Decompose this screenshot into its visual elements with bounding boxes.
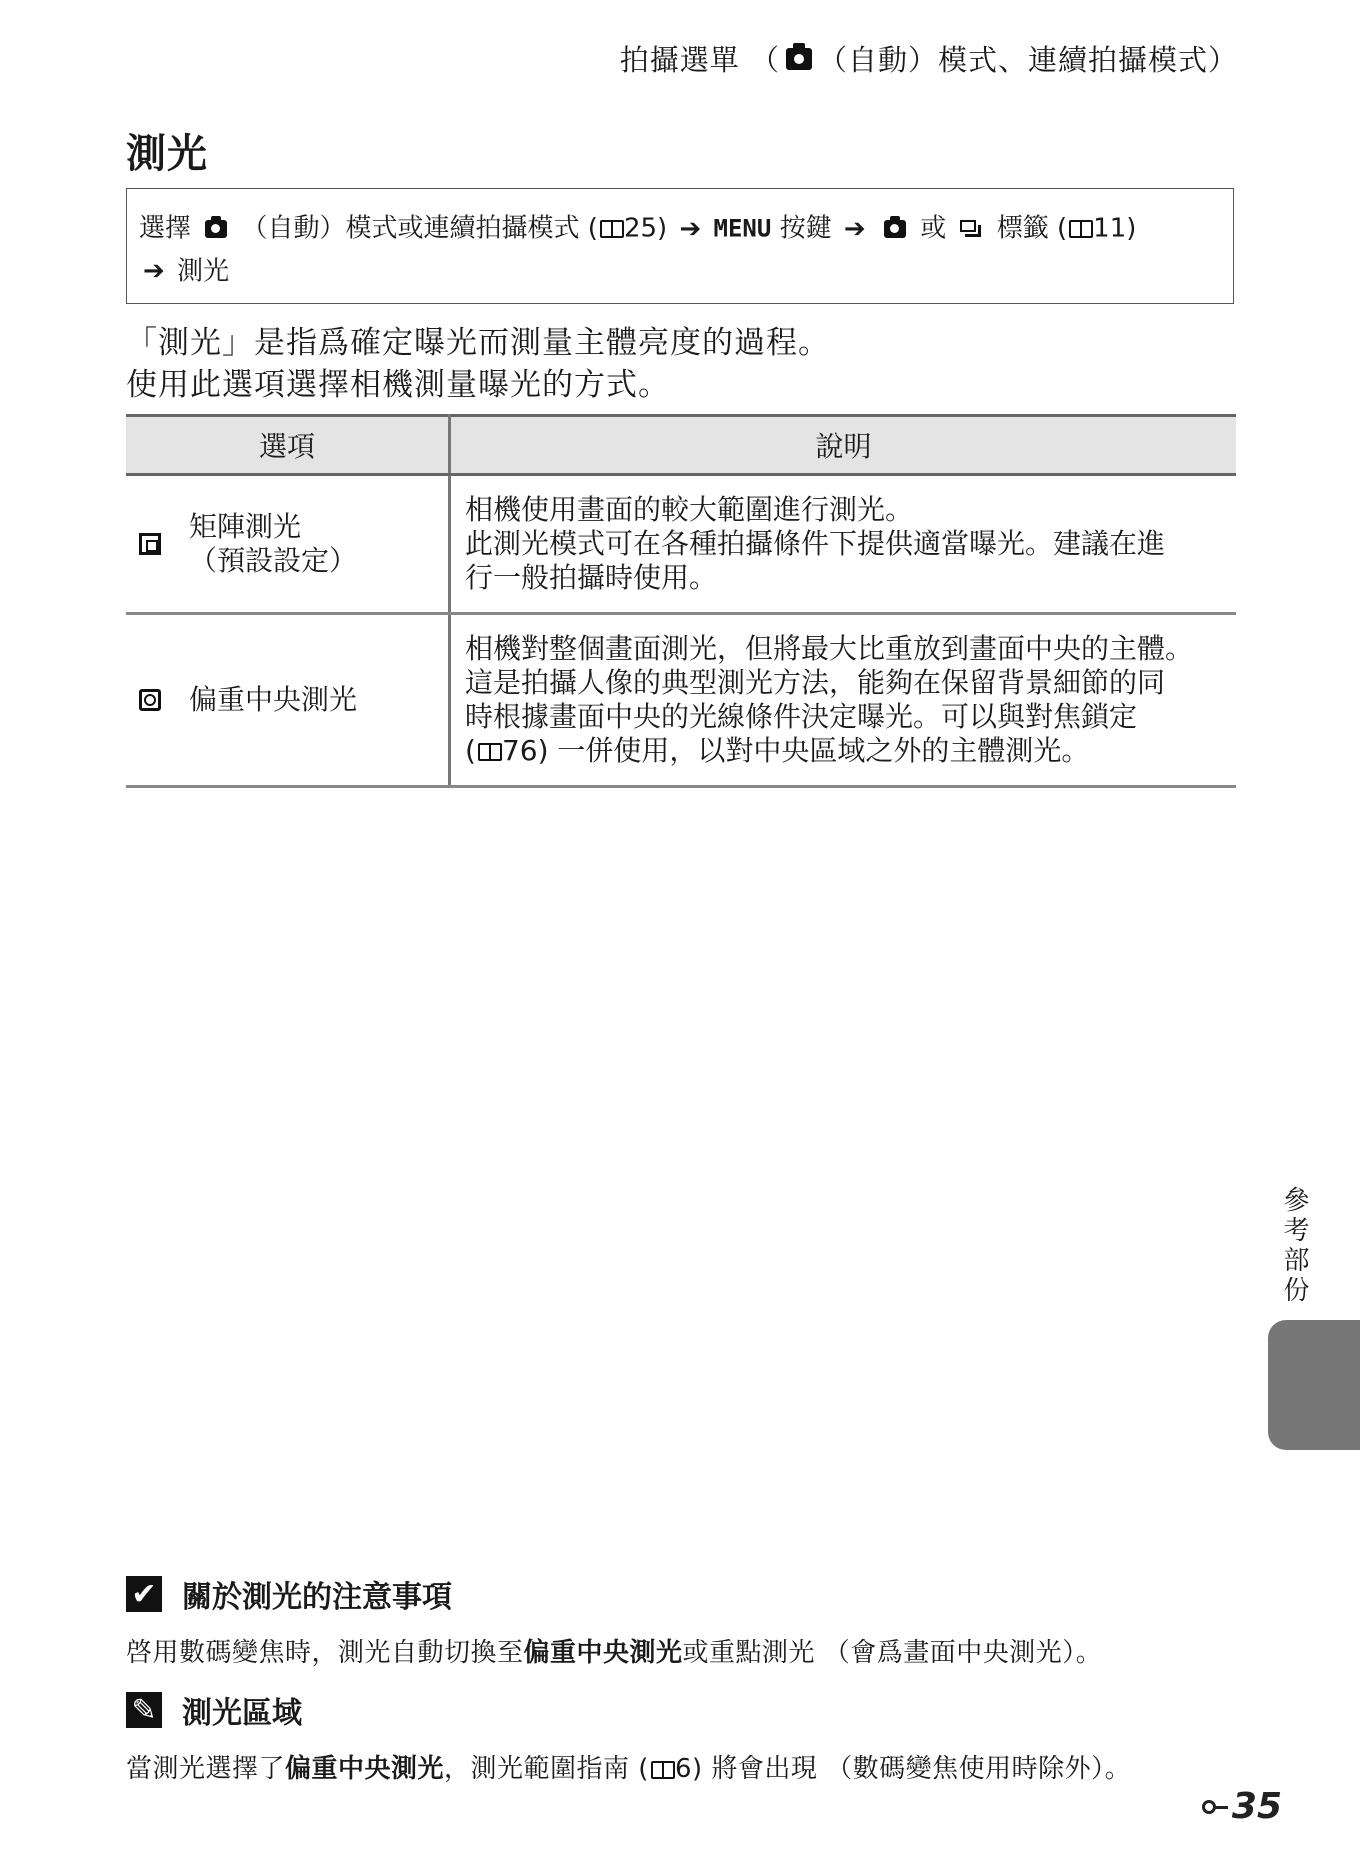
note-title: 關於測光的注意事項: [182, 1580, 452, 1615]
auto-mode-camera-icon: [884, 220, 906, 238]
option-label: 矩陣測光: [189, 510, 302, 543]
note-caution: [126, 1572, 1102, 1669]
menu-path-box: [126, 188, 1234, 304]
page-reference-icon: [478, 743, 502, 761]
page-reference-icon: [651, 1761, 675, 1779]
page-title: 測光: [126, 131, 208, 177]
menu-path-text-3: 按鍵: [779, 213, 832, 244]
intro-paragraph: [126, 322, 830, 406]
menu-button-label: MENU: [713, 214, 772, 243]
option-description: 相機使用畫面的較大範圍進行測光。 此測光模式可在各種拍攝條件下提供適當曝光。建議在進 行一般拍攝時使用。: [450, 475, 1237, 614]
arrow-right-icon: ➔: [843, 213, 866, 244]
note-text: 當測光選擇了偏重中央測光，測光範圍指南 ( 6) 將會出現 （數碼變焦使用時除外）。: [126, 1754, 1132, 1784]
page-reference-icon: [600, 220, 624, 238]
option-sublabel: （預設設定）: [189, 544, 358, 577]
column-header-description: 說明: [450, 416, 1237, 475]
menu-path-text-4: 或: [920, 213, 947, 244]
header-prefix: 拍攝選單 （: [619, 43, 780, 77]
menu-path-text-2: （自動）模式或連續拍攝模式 (: [241, 213, 598, 244]
option-label: 偏重中央測光: [189, 683, 358, 716]
menu-path-text-1: 選擇: [139, 213, 192, 244]
menu-path-text-5: 標籤 (: [996, 213, 1068, 244]
menu-path-final: 測光: [177, 256, 230, 286]
note-text: 啓用數碼變焦時，測光自動切換至偏重中央測光或重點測光 （會爲畫面中央測光）。: [126, 1638, 1103, 1668]
table-row: [126, 614, 1236, 787]
auto-mode-camera-icon: [786, 48, 812, 70]
section-side-tab: [1268, 1320, 1360, 1450]
header-suffix: （自動）模式、連續拍攝模式）: [817, 43, 1238, 77]
table-row: [126, 475, 1236, 614]
metering-options-table: [126, 414, 1236, 788]
section-side-label: 參考部份: [1279, 1186, 1309, 1306]
page-reference-icon: [1069, 220, 1093, 238]
center-weighted-metering-icon: [139, 689, 161, 711]
page-number: 35: [1202, 1786, 1282, 1827]
note-title: 測光區域: [182, 1696, 302, 1731]
running-header: [620, 38, 1238, 79]
arrow-right-icon: ➔: [679, 213, 702, 244]
auto-mode-camera-icon: [205, 220, 227, 238]
column-header-option: 選項: [126, 416, 450, 475]
intro-line-2: 使用此選項選擇相機測量曝光的方式。: [126, 367, 670, 403]
menu-path-ref-1: 25): [623, 213, 668, 244]
menu-path-ref-2: 11): [1093, 213, 1137, 244]
matrix-metering-icon: [139, 533, 161, 555]
checkmark-icon: ✔: [126, 1576, 162, 1612]
table-header-row: [126, 416, 1236, 475]
option-description: 相機對整個畫面測光，但將最大比重放到畫面中央的主體。 這是拍攝人像的典型測光方法，能夠在保留背景細節的同 時根據畫面中央的光線條件決定曝光。可以與對焦鎖定 ( 76) 一併使用，以對中央區域之外的主體測光。: [450, 614, 1237, 787]
reference-section-icon: [1202, 1796, 1228, 1818]
intro-line-1: 「測光」是指爲確定曝光而測量主體亮度的過程。: [126, 325, 830, 361]
arrow-right-icon: ➔: [143, 256, 165, 286]
continuous-mode-icon: [960, 220, 982, 238]
pencil-icon: ✎: [126, 1692, 162, 1728]
note-info: [126, 1688, 1131, 1785]
